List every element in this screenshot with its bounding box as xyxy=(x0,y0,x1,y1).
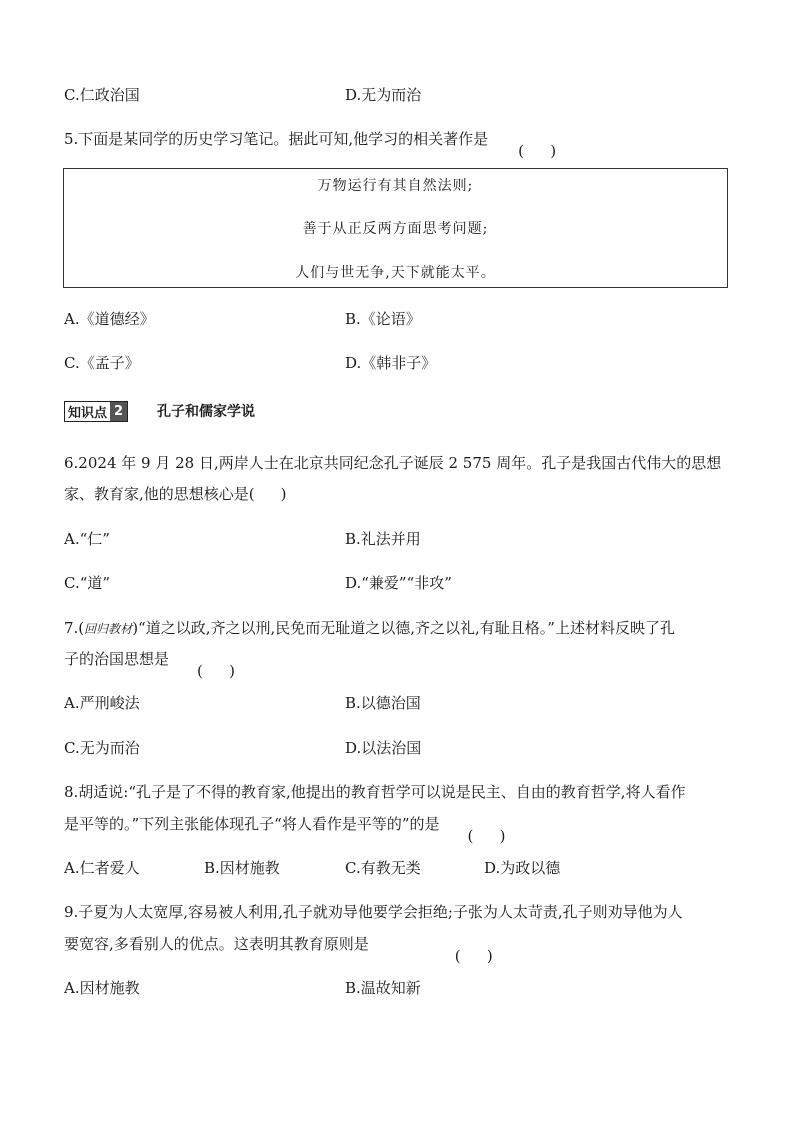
question-5-stem: 5.下面是某同学的历史学习笔记。据此可知,他学习的相关著作是 xyxy=(64,130,489,148)
question-9-line-2 xyxy=(64,937,493,952)
q7-option-a: A.严刑峻法 xyxy=(64,694,140,712)
q6-option-c: C.“道” xyxy=(64,574,111,592)
q5-option-c: C.《孟子》 xyxy=(64,354,140,372)
q9-option-b: B.温故知新 xyxy=(345,979,421,997)
q7-option-c: C.无为而治 xyxy=(64,739,140,757)
q7-option-b: B.以德治国 xyxy=(345,694,421,712)
question-9-line-2-text: 要宽容,多看别人的优点。这表明其教育原则是 xyxy=(64,935,369,953)
question-7-line-2 xyxy=(64,652,235,667)
question-6-line-2-text: 家、教育家,他的思想核心是( xyxy=(64,485,255,503)
question-7-line-1 xyxy=(64,621,675,636)
question-8-line-1: 8.胡适说:“孔子是了不得的教育家,他提出的教育哲学可以说是民主、自由的教育哲学,将人看作 xyxy=(64,783,686,801)
study-notes-box xyxy=(63,168,728,288)
q6-option-b: B.礼法并用 xyxy=(345,530,421,548)
note-line-3: 人们与世无争,天下就能太平。 xyxy=(295,265,496,281)
q8-option-d: D.为政以德 xyxy=(484,859,561,877)
question-6-line-2: 家、教育家,他的思想核心是( ) xyxy=(64,485,287,503)
knowledge-point-title: 孔子和儒家学说 xyxy=(157,404,255,420)
question-5 xyxy=(64,132,556,147)
q6-option-a: A.“仁” xyxy=(64,530,110,548)
note-line-1: 万物运行有其自然法则; xyxy=(317,178,474,194)
knowledge-point-label: 知识点 xyxy=(65,402,110,421)
option-c: C.仁政治国 xyxy=(64,86,140,104)
knowledge-point-number: 2 xyxy=(110,402,127,421)
q5-option-a: A.《道德经》 xyxy=(64,310,155,328)
q6-option-d: D.“兼爱”“非攻” xyxy=(345,574,452,592)
q8-option-a: A.仁者爱人 xyxy=(64,859,140,877)
q5-option-b: B.《论语》 xyxy=(345,310,421,328)
q7-option-d: D.以法治国 xyxy=(345,739,422,757)
knowledge-point-badge xyxy=(64,401,128,422)
question-8-line-2 xyxy=(64,817,506,832)
q9-option-a: A.因材施教 xyxy=(64,979,140,997)
q5-option-d: D.《韩非子》 xyxy=(345,354,437,372)
q8-option-c: C.有教无类 xyxy=(345,859,421,877)
question-7-prefix: 7.( xyxy=(64,619,85,637)
source-tag: 回归教材 xyxy=(84,622,133,636)
question-7-line-1-rest: )“道之以政,齐之以刑,民免而无耻道之以德,齐之以礼,有耻且格。”上述材料反映了孔 xyxy=(132,619,675,637)
note-line-2: 善于从正反两方面思考问题; xyxy=(302,221,489,237)
question-6-line-1: 6.2024 年 9 月 28 日,两岸人士在北京共同纪念孔子诞辰 2 575 周年。孔子是我国古代伟大的思想 xyxy=(64,454,722,472)
q8-option-b: B.因材施教 xyxy=(204,859,280,877)
option-d: D.无为而治 xyxy=(345,86,422,104)
question-7-line-2-text: 子的治国思想是 xyxy=(64,650,170,668)
question-9-line-1: 9.子夏为人太宽厚,容易被人利用,孔子就劝导他要学会拒绝;子张为人太苛责,孔子则劝导他为人 xyxy=(64,903,683,921)
question-8-line-2-text: 是平等的。”下列主张能体现孔子“将人看作是平等的”的是 xyxy=(64,815,440,833)
